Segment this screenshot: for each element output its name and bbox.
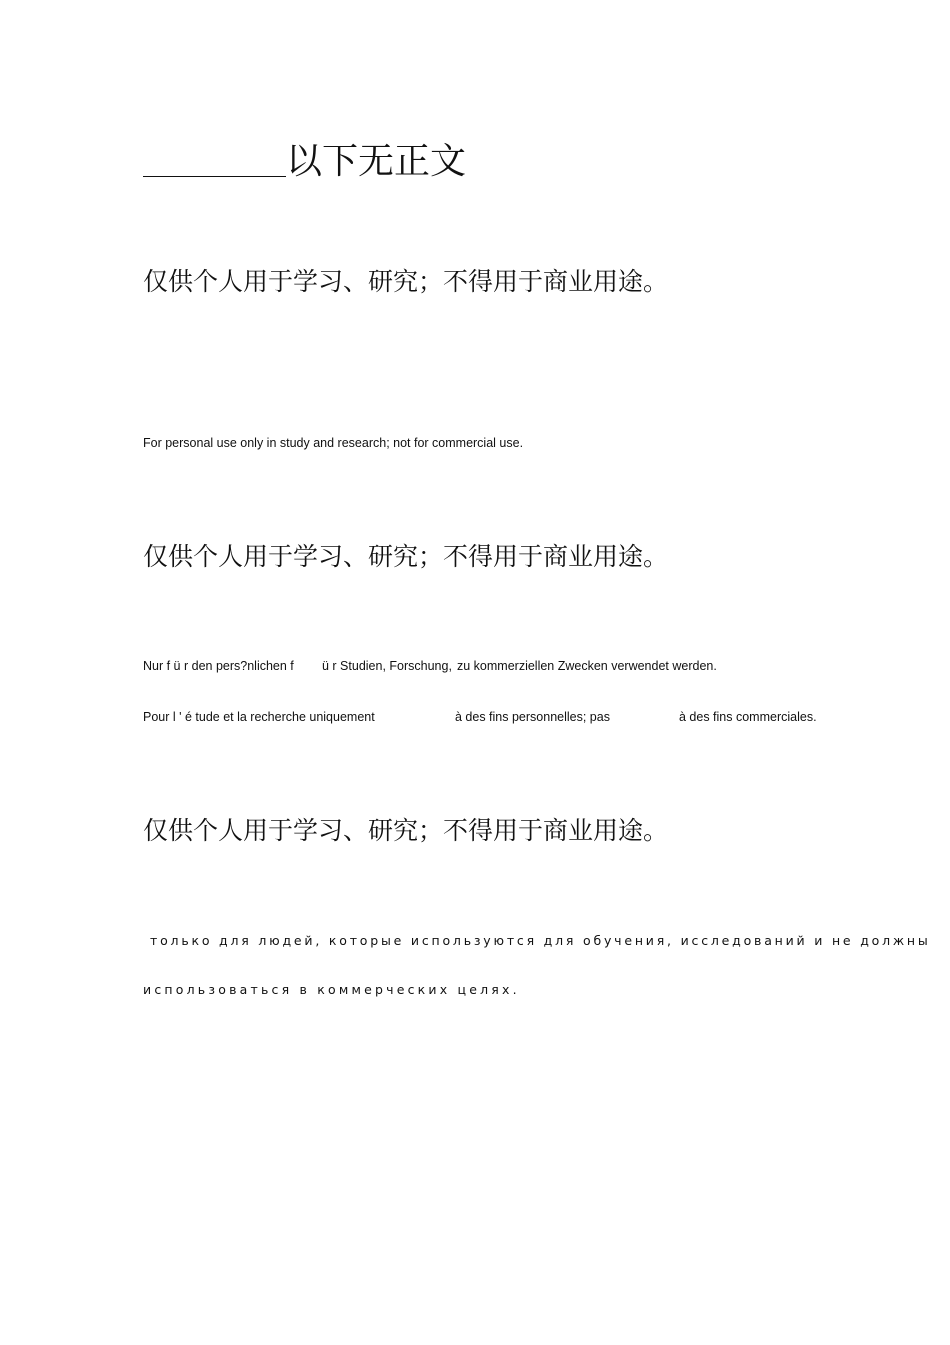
notice-chinese-2: 仅供个人用于学习、研究；不得用于商业用途。 (143, 542, 669, 571)
notice-french-part-2: à des fins personnelles; pas (455, 710, 610, 724)
notice-german-part-2: ü r Studien, Forschung, (322, 659, 452, 673)
notice-german-part-1: Nur f ü r den pers?nlichen f (143, 659, 294, 673)
notice-chinese-1: 仅供个人用于学习、研究；不得用于商业用途。 (143, 267, 669, 296)
notice-chinese-3: 仅供个人用于学习、研究；不得用于商业用途。 (143, 816, 669, 845)
notice-english: For personal use only in study and research; not for commercial use. (143, 436, 524, 450)
notice-german (143, 658, 803, 674)
notice-russian-line-2: использоваться в коммерческих целях. (143, 982, 520, 997)
notice-french-part-1: Pour l ' é tude et la recherche uniquement (143, 710, 375, 724)
notice-german-part-3: zu kommerziellen Zwecken verwendet werden. (457, 659, 717, 673)
end-of-text-marker (143, 140, 466, 184)
notice-french-part-3: à des fins commerciales. (679, 710, 817, 724)
header-title: 以下无正文 (286, 141, 467, 182)
notice-russian-line-1: только для людей, которые используются для обучения, исследований и не должны (150, 933, 931, 948)
notice-french (143, 709, 843, 725)
header-rule (143, 176, 286, 177)
